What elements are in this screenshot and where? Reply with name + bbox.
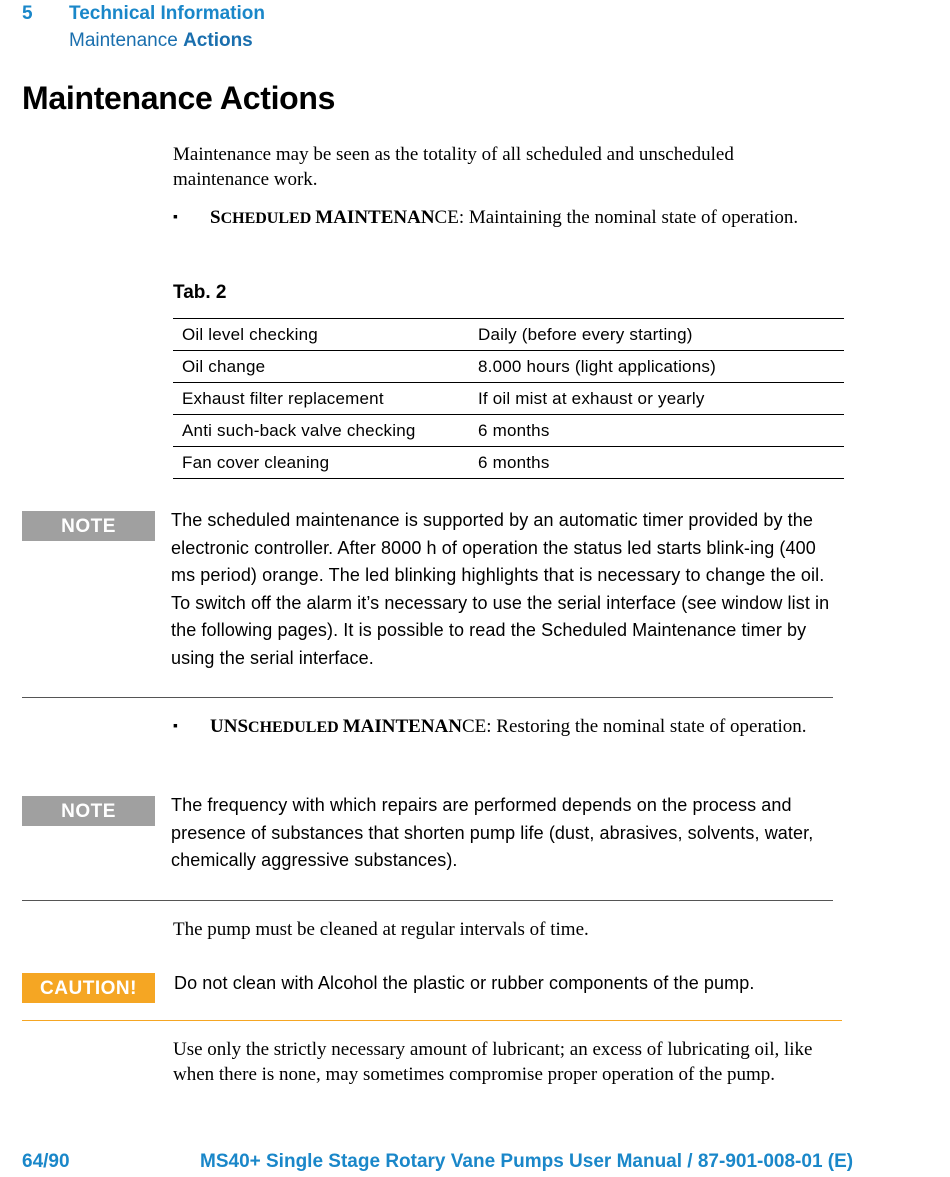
bullet-marker: ▪ [173, 210, 178, 225]
table-cell: Daily (before every starting) [469, 319, 844, 351]
note-badge: NOTE [22, 796, 155, 826]
bullet-bold-3: MAINTENAN [315, 207, 435, 228]
section-breadcrumb [69, 30, 253, 52]
note-text: The scheduled maintenance is supported by an automatic timer provided by the electronic controller. After 8000 h of operation the status led starts blink-ing (400 ms period) orange. The led blinking highlights that is necessary to change the oil. To switch off the alarm it’s necessary to use the serial interface (see window list in the following pages). It is possible to read the Scheduled Maintenance timer by using the serial interface. [171, 510, 830, 668]
chapter-title: Technical Information [69, 3, 266, 24]
bullet-bold-1: S [210, 207, 221, 228]
caution-text: Do not clean with Alcohol the plastic or rubber components of the pump. [174, 973, 755, 993]
table-cell: Oil level checking [173, 319, 469, 351]
maintenance-table [173, 318, 844, 479]
table-cell: 8.000 hours (light applications) [469, 351, 844, 383]
page-number: 64/90 [22, 1151, 70, 1172]
divider [22, 900, 833, 901]
table-cell: 6 months [469, 447, 844, 479]
bullet-desc: : Restoring the nominal state of operation. [486, 716, 807, 737]
caution-divider [22, 1020, 842, 1021]
table-title: Tab. 2 [173, 282, 227, 303]
bullet-bold-1: UNS [210, 716, 249, 737]
bullet-bold-2: CHEDULED [248, 719, 343, 736]
table-cell: Fan cover cleaning [173, 447, 469, 479]
bullet-bold-2: CHEDULED [220, 210, 316, 227]
intro-paragraph: Maintenance may be seen as the totality of all scheduled and unscheduled maintenance work. [173, 144, 734, 190]
page-title: Maintenance Actions [22, 80, 336, 116]
table-cell: Oil change [173, 351, 469, 383]
table-cell: Exhaust filter replacement [173, 383, 469, 415]
bullet-desc: : Maintaining the nominal state of operation. [458, 207, 799, 228]
bullet-bold-3: MAINTENAN [342, 716, 462, 737]
table-cell: If oil mist at exhaust or yearly [469, 383, 844, 415]
bullet-unscheduled-text [210, 714, 840, 740]
note-badge: NOTE [22, 511, 155, 541]
bullet-plain-4: CE [434, 207, 459, 228]
footer-title: MS40+ Single Stage Rotary Vane Pumps User Manual / 87-901-008-01 (E) [200, 1151, 854, 1172]
table-row [173, 415, 844, 447]
chapter-number: 5 [22, 3, 33, 24]
section-bold: Actions [183, 30, 253, 51]
bullet-marker: ▪ [173, 719, 178, 734]
divider [22, 697, 833, 698]
table-row [173, 447, 844, 479]
table-row [173, 383, 844, 415]
bullet-scheduled-text [210, 205, 840, 231]
table-cell: Anti such-back valve checking [173, 415, 469, 447]
bullet-scheduled [173, 205, 843, 257]
table-row [173, 319, 844, 351]
lubricant-paragraph: Use only the strictly necessary amount of lubricant; an excess of lubricating oil, like when there is none, may sometimes compromise proper operation of the pump. [173, 1039, 813, 1085]
cleaning-paragraph: The pump must be cleaned at regular intervals of time. [173, 919, 589, 940]
caution-badge: CAUTION! [22, 973, 155, 1003]
bullet-plain-4: CE [461, 716, 487, 737]
section-plain: Maintenance [69, 30, 184, 51]
table-row [173, 351, 844, 383]
table-cell: 6 months [469, 415, 844, 447]
note-text: The frequency with which repairs are performed depends on the process and presence of substances that shorten pump life (dust, abrasives, solvents, water, chemically aggressive substances). [171, 795, 814, 870]
bullet-unscheduled [173, 714, 843, 766]
